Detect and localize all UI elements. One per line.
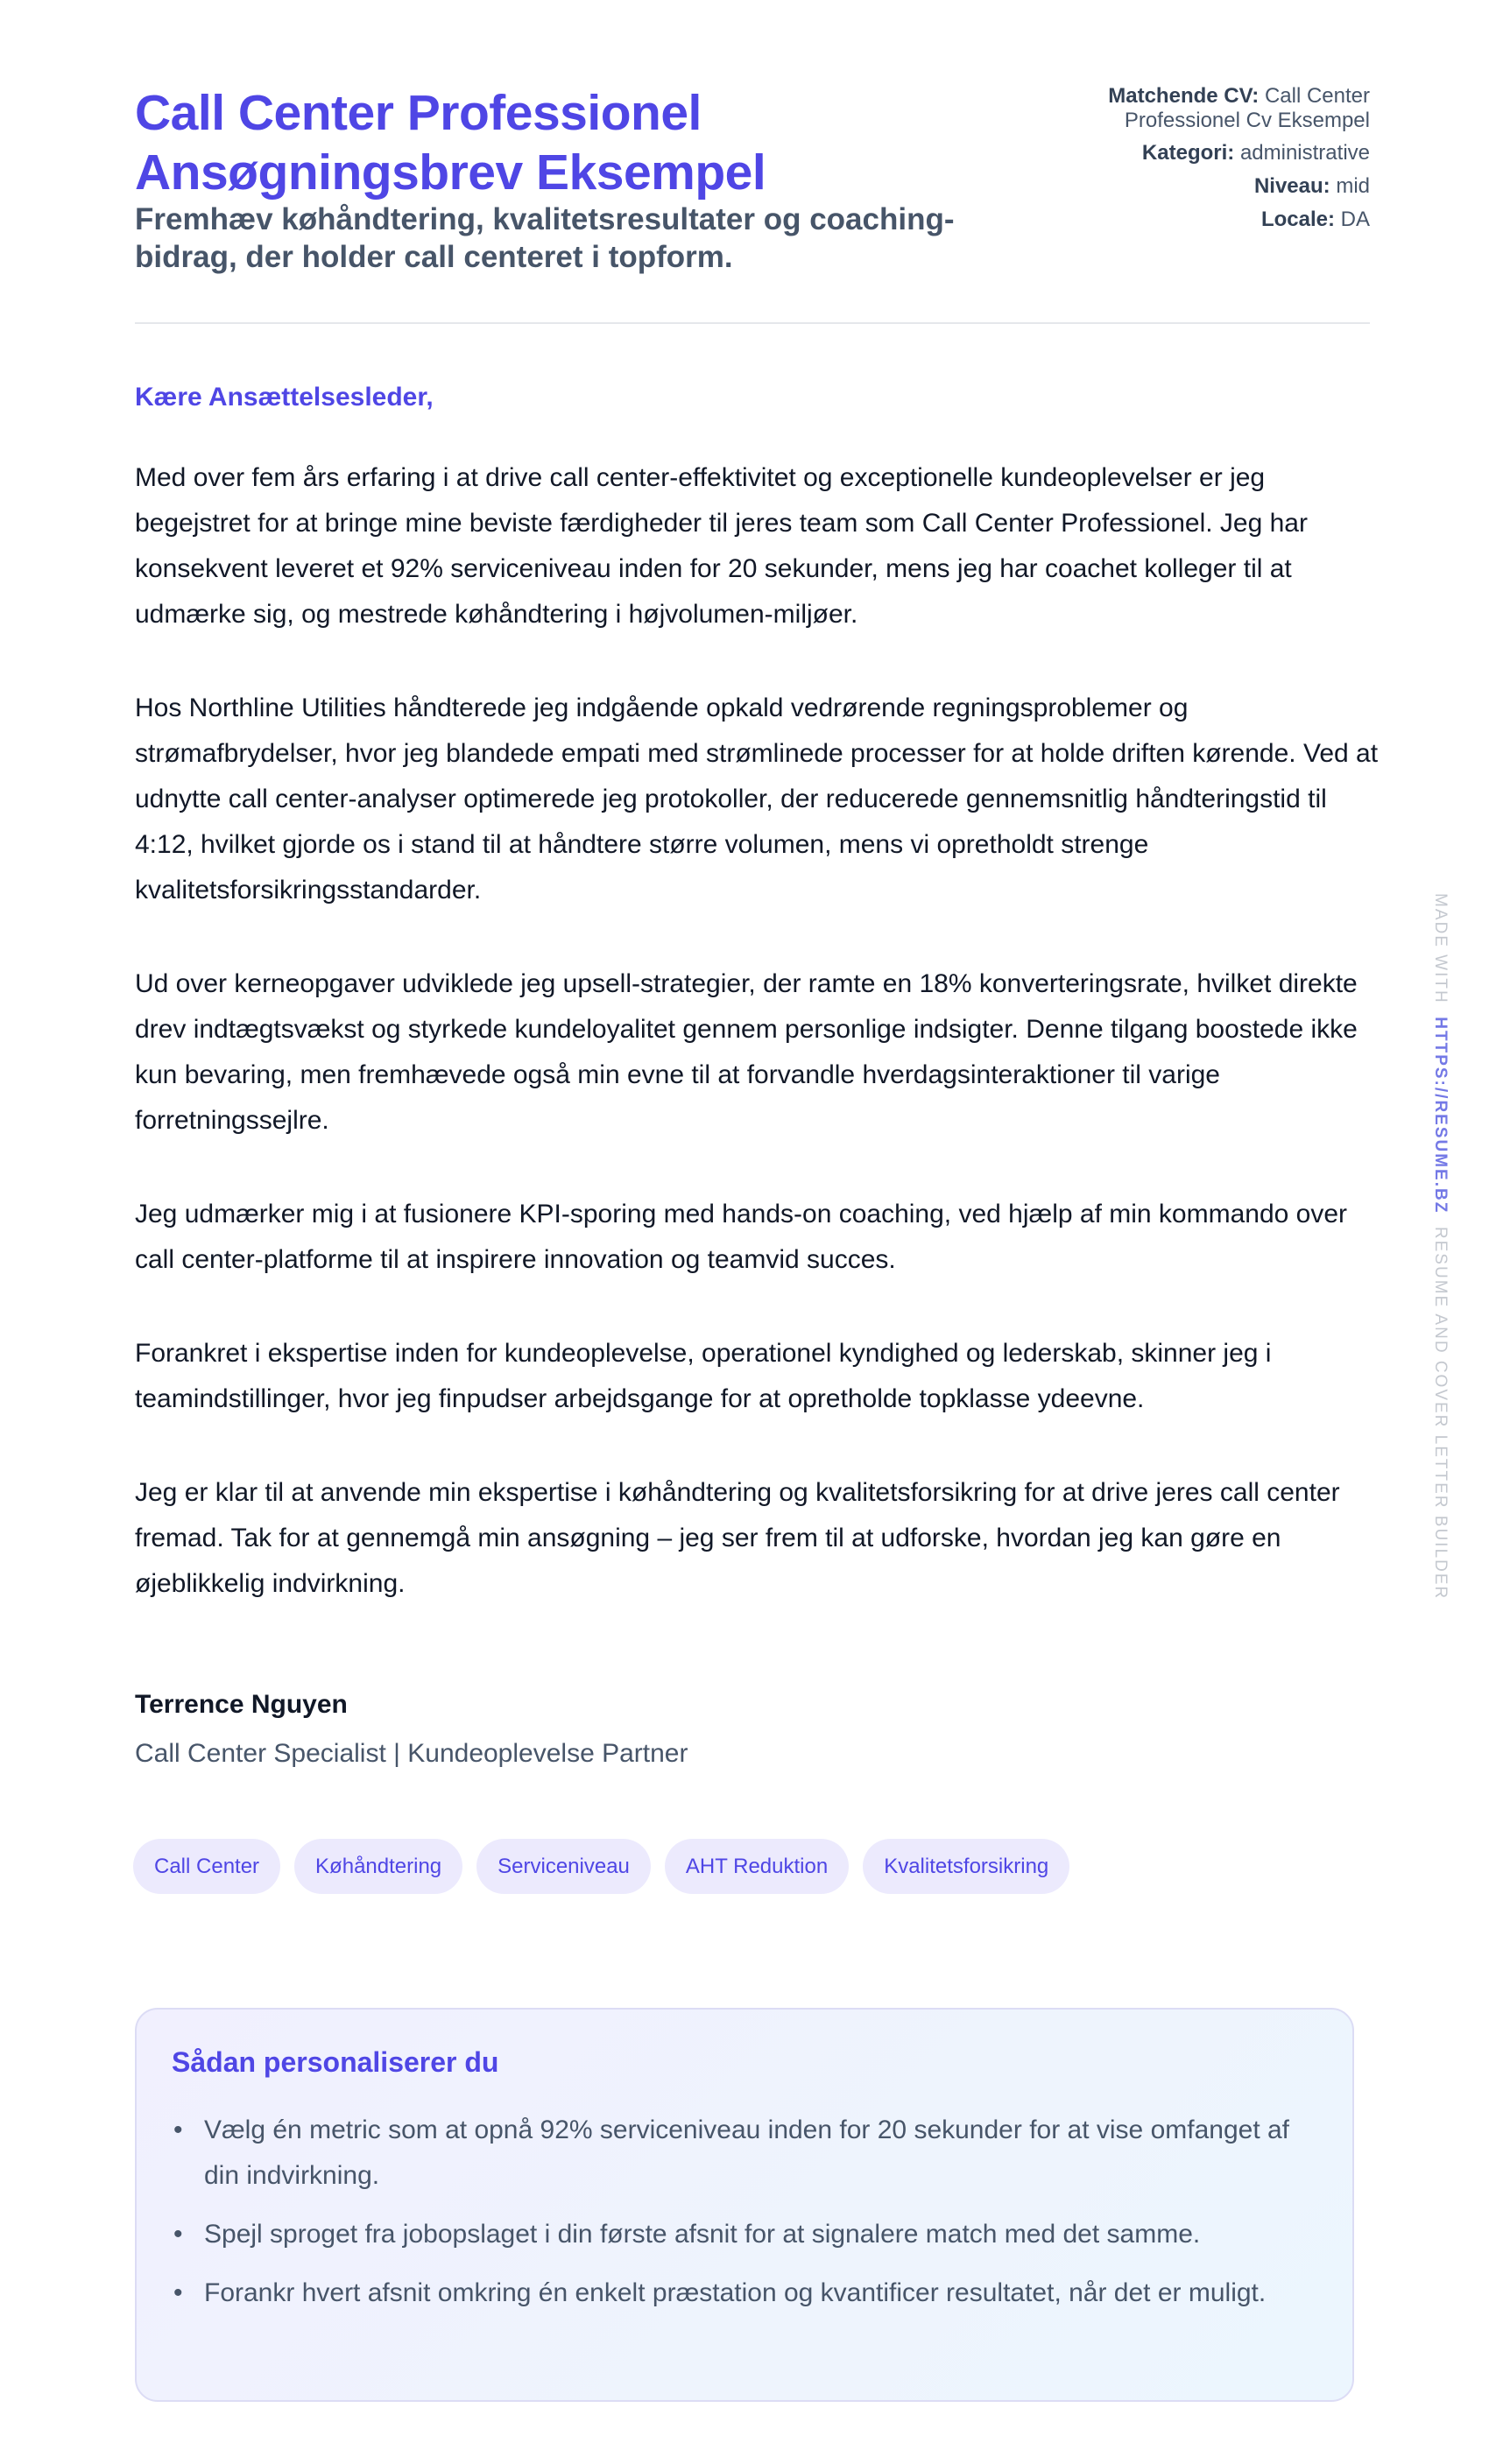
letter-paragraph: Jeg er klar til at anvende min ekspertise i køhåndtering og kvalitetsforsikring for at drive jeres call center fremad. Tak for at gennemgå min ansøgning – jeg ser frem til at udforske, hvordan jeg kan gøre en øjeblikkelig indvirkning.: [135, 1478, 1340, 1598]
meta-label: Matchende CV:: [1108, 84, 1260, 108]
tag-chip[interactable]: Kvalitetsforsikring: [863, 1839, 1069, 1894]
page-subtitle: Fremhæv køhåndtering, kvalitetsresultater og coaching-bidrag, der holder call centeret i topform.: [135, 202, 955, 274]
watermark-text: [1430, 893, 1450, 1600]
letter-paragraph: Ud over kerneopgaver udviklede jeg upsell-strategier, der ramte en 18% konverteringsrate, hvilket direkte drev indtægtsvækst og styrkede kundeloyalitet gennem personlige indsigter. Denne tilgang boostede ikke kun bevaring, men fremhævede også min evne til at forvandle hverdagsinteraktioner til varige forretningssejlre.: [135, 969, 1358, 1135]
meta-value: DA: [1340, 208, 1370, 231]
tip-text: Vælg én metric som at opnå 92% serviceniveau inden for 20 sekunder for at vise omfanget af din indvirkning.: [204, 2116, 1290, 2190]
meta-label: Locale:: [1260, 208, 1335, 231]
watermark: [1430, 893, 1448, 1611]
cover-letter-page: [135, 0, 1379, 2307]
meta-category: [1002, 141, 1370, 165]
letter-body: [135, 455, 1379, 1655]
tips-list: [172, 2108, 1328, 2329]
bullet-icon: •: [173, 2278, 183, 2307]
meta-label: Kategori:: [1141, 141, 1235, 165]
tag-chip[interactable]: Serviceniveau: [476, 1839, 651, 1894]
tip-item: [172, 2270, 1328, 2316]
letter-paragraph: Med over fem års erfaring i at drive call center-effektivitet og exceptionelle kundeoplevelser er jeg begejstret for at bringe mine beviste færdigheder til jeres team som Call Center Professionel. Jeg har konsekvent leveret et 92% serviceniveau inden for 20 sekunder, mens jeg har coachet kolleger til at udmærke sig, og mestrede køhåndtering i højvolumen-miljøer.: [135, 463, 1308, 629]
meta-label: Niveau:: [1253, 174, 1330, 198]
meta-matching-cv: [1002, 84, 1370, 133]
watermark-link[interactable]: HTTPS://RESUME.BZ: [1431, 1017, 1450, 1214]
tag-chip[interactable]: Køhåndtering: [294, 1839, 462, 1894]
page-title: Call Center Professionel Ansøgningsbrev Eksempel: [135, 85, 766, 201]
meta-value: administrative: [1239, 141, 1370, 165]
tip-text: Spejl sproget fra jobopslaget i din første afsnit for at signalere match med det samme.: [204, 2220, 1201, 2249]
meta-value: mid: [1336, 174, 1370, 198]
personalize-tips-box: [135, 2008, 1354, 2402]
bullet-icon: •: [173, 2220, 183, 2249]
meta-info: [1002, 84, 1370, 241]
watermark-suffix: RESUME AND COVER LETTER BUILDER: [1431, 1226, 1450, 1601]
tag-list: [133, 1839, 1069, 1894]
signature-role: Call Center Specialist | Kundeoplevelse Partner: [135, 1739, 688, 1768]
tag-chip[interactable]: Call Center: [133, 1839, 280, 1894]
tip-item: [172, 2212, 1328, 2257]
header: [135, 0, 1370, 324]
letter-paragraph: Jeg udmærker mig i at fusionere KPI-sporing med hands-on coaching, ved hjælp af min kommando over call center-platforme til at inspirere innovation og teamvid succes.: [135, 1200, 1348, 1274]
letter-paragraph: Hos Northline Utilities håndterede jeg indgående opkald vedrørende regningsproblemer og strømafbrydelser, hvor jeg blandede empati med strømlinede processer for at holde driften kørende. Ved at udnytte call center-analyser optimerede jeg protokoller, der reducerede gennemsnitlig håndteringstid til 4:12, hvilket gjorde os i stand til at håndtere større volumen, mens vi opretholdt strenge kvalitetsforsikringsstandarder.: [135, 693, 1379, 905]
bullet-icon: •: [173, 2116, 183, 2144]
meta-level: [1002, 174, 1370, 199]
tip-item: [172, 2108, 1328, 2199]
watermark-prefix: MADE WITH: [1431, 893, 1450, 1004]
tip-text: Forankr hvert afsnit omkring én enkelt præstation og kvantificer resultatet, når det er muligt.: [204, 2278, 1267, 2307]
letter-paragraph: Forankret i ekspertise inden for kundeoplevelse, operationel kyndighed og lederskab, skinner jeg i teamindstillinger, hvor jeg finpudser arbejdsgange for at opretholde topklasse ydeevne.: [135, 1339, 1272, 1413]
letter-greeting: Kære Ansættelsesleder,: [135, 383, 434, 412]
tag-chip[interactable]: AHT Reduktion: [665, 1839, 849, 1894]
signature: [135, 1690, 688, 1769]
meta-locale: [1002, 208, 1370, 232]
signature-name: Terrence Nguyen: [135, 1690, 348, 1719]
meta-value[interactable]: Call Center Professionel Cv Eksempel: [1124, 84, 1370, 132]
tips-title: Sådan personaliserer du: [172, 2046, 499, 2078]
